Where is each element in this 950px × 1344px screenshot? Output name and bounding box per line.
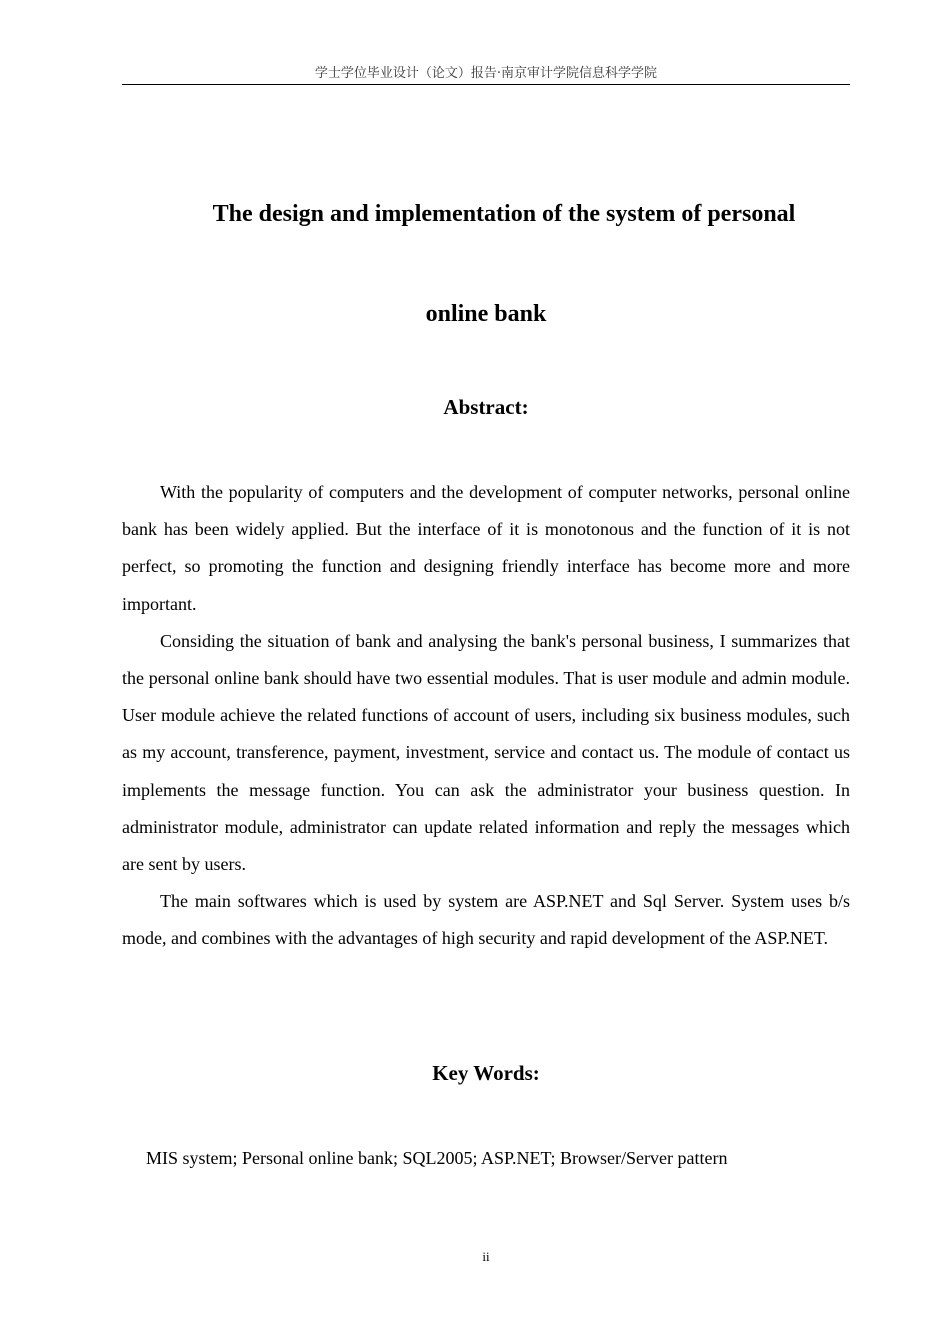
running-header: 学士学位毕业设计（论文）报告·南京审计学院信息科学学院 <box>314 66 658 81</box>
abstract-paragraph: Considing the situation of bank and analysing the bank's personal business, I summarizes that the personal online bank should have two essential modules. That is user module and admin module. User module achieve the related functions of account of users, including six business modules, such as my account, transference, payment, investment, service and contact us. The module of contact us implements the message function. You can ask the administrator your business question. In administrator module, administrator can update related information and reply the messages which are sent by users. <box>122 630 850 875</box>
page-number: ii <box>482 1249 490 1264</box>
keywords-heading: Key Words: <box>432 1061 540 1085</box>
abstract-heading: Abstract: <box>443 395 529 419</box>
paper-title-line-2: online bank <box>425 301 547 327</box>
abstract-paragraph: With the popularity of computers and the development of computer networks, personal online bank has been widely applied. But the interface of it is monotonous and the function of it is not perfect, so promoting the function and designing friendly interface has become more and more important. <box>122 482 850 614</box>
keywords-text: MIS system; Personal online bank; SQL2005; ASP.NET; Browser/Server pattern <box>146 1148 728 1168</box>
paper-title-line-1: The design and implementation of the system of personal <box>212 201 796 227</box>
abstract-paragraph: The main softwares which is used by system are ASP.NET and Sql Server. System uses b/s mode, and combines with the advantages of high security and rapid development of the ASP.NET. <box>122 891 850 949</box>
abstract-body <box>122 474 850 958</box>
header-rule <box>122 84 850 85</box>
